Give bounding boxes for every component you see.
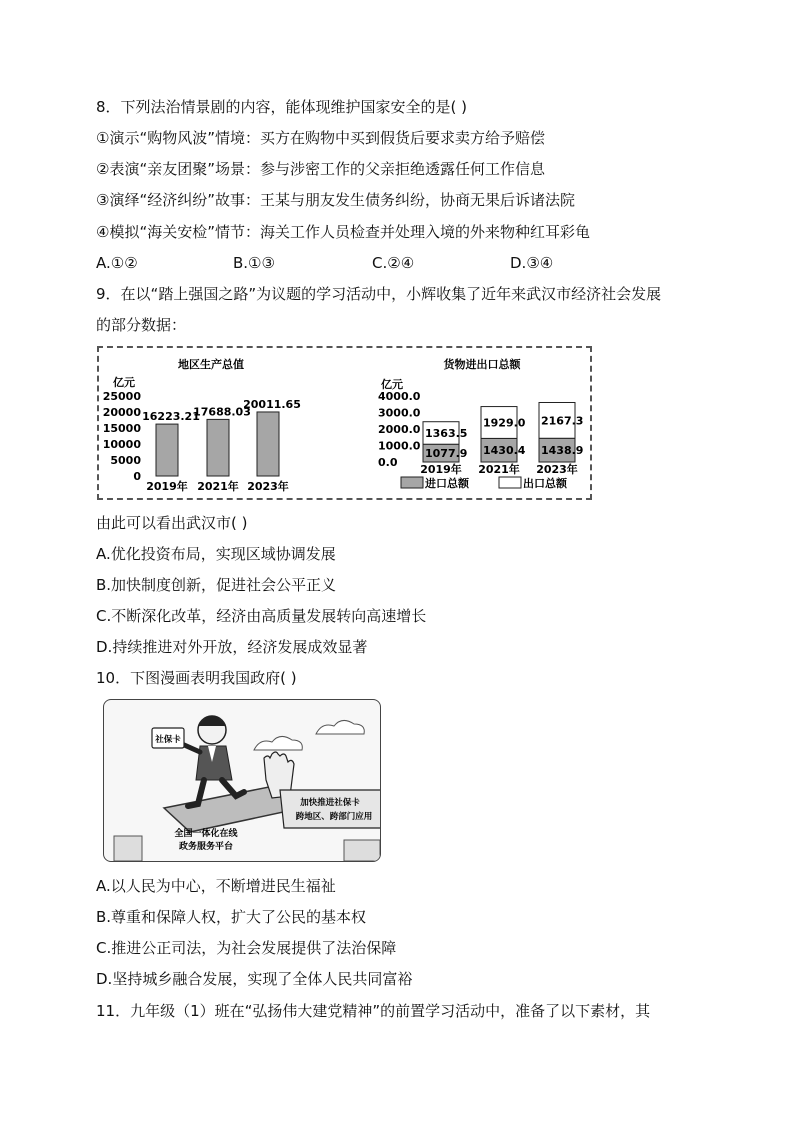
platform-label-line1: 全国一体化在线 (174, 829, 238, 839)
cloud-right (316, 720, 364, 734)
chart1-ytick: 25000 (102, 390, 141, 403)
chart1-title: 地区生产总值 (178, 358, 244, 371)
sign-board (280, 790, 380, 828)
q9-after: 由此可以看出武汉市( ) (96, 514, 248, 532)
legend-export-swatch (499, 477, 521, 488)
chart2-ytick: 1000.0 (378, 439, 421, 453)
chart2-export-label: 1363.5 (425, 426, 468, 440)
chart2-import-label: 1438.9 (541, 444, 584, 458)
charts-svg (99, 348, 590, 498)
q10-option-c[interactable]: C.推进公正司法，为社会发展提供了法治保障 (96, 939, 397, 957)
legend-import-swatch (401, 477, 423, 488)
chart2-ytick: 2000.0 (378, 423, 421, 436)
q8-item-2: ②表演“亲友团聚”场景：参与涉密工作的父亲拒绝透露任何工作信息 (96, 160, 545, 178)
chart1-bar (207, 419, 229, 476)
q8-option-c[interactable]: C.②④ (372, 254, 415, 272)
q8-option-a[interactable]: A.①② (96, 254, 138, 272)
building-left (114, 836, 142, 861)
chart2-category-label: 2023年 (536, 463, 578, 476)
platform-label-line2: 政务服务平台 (178, 842, 234, 852)
q8-item-4: ④模拟“海关安检”情节：海关工作人员检查并处理入境的外来物种红耳彩龟 (96, 223, 590, 241)
chart2-export-label: 1929.0 (483, 416, 526, 430)
chart2-ytick: 0.0 (378, 456, 398, 469)
legend-export-label: 出口总额 (523, 477, 567, 490)
q8-option-d[interactable]: D.③④ (510, 254, 554, 272)
chart1-ytick: 0 (133, 470, 141, 483)
chart2-export-label: 2167.3 (541, 414, 584, 428)
chart1-category-label: 2019年 (146, 480, 188, 493)
man-leg-right (222, 780, 244, 796)
chart2-import-label: 1077.9 (425, 447, 468, 461)
chart2-import-label: 1430.4 (483, 444, 526, 458)
legend-import-label: 进口总额 (425, 477, 469, 490)
q10-option-a[interactable]: A.以人民为中心，不断增进民生福祉 (96, 877, 336, 895)
chart1-ytick: 5000 (110, 454, 141, 467)
q11-stem: 11．九年级（1）班在“弘扬伟大建党精神”的前置学习活动中，准备了以下素材，其 (96, 1002, 651, 1020)
man-hair (198, 716, 226, 726)
chart2-ylabel: 亿元 (381, 378, 403, 391)
chart1-ytick: 15000 (102, 422, 141, 435)
sign-line1: 加快推进社保卡 (300, 798, 360, 808)
q9-option-c[interactable]: C.不断深化改革，经济由高质量发展转向高速增长 (96, 607, 427, 625)
q8-item-1: ①演示“购物风波”情境：买方在购物中买到假货后要求卖方给予赔偿 (96, 129, 545, 147)
chart1-value-label: 20011.65 (243, 397, 301, 411)
chart1-bar (156, 424, 178, 476)
q8-options (96, 253, 696, 273)
q10-option-d[interactable]: D.坚持城乡融合发展，实现了全体人民共同富裕 (96, 970, 413, 988)
q9-option-a[interactable]: A.优化投资布局，实现区域协调发展 (96, 545, 336, 563)
chart-frame (97, 346, 592, 500)
chart1-value-label: 16223.21 (142, 410, 200, 424)
q8-stem: 8．下列法治情景剧的内容，能体现维护国家安全的是( ) (96, 98, 468, 116)
chart2-title: 货物进出口总额 (443, 358, 521, 371)
q8-option-b[interactable]: B.①③ (233, 254, 275, 272)
chart1-category-label: 2023年 (247, 480, 289, 493)
building-right (344, 840, 380, 861)
q9-option-d[interactable]: D.持续推进对外开放，经济发展成效显著 (96, 638, 368, 656)
chart1-bar (257, 412, 279, 476)
chart1-value-label: 17688.03 (193, 405, 251, 419)
q9-option-b[interactable]: B.加快制度创新，促进社会公平正义 (96, 576, 337, 594)
comic-image (103, 699, 381, 862)
chart1-category-label: 2021年 (197, 480, 239, 493)
comic-drawing (104, 700, 380, 861)
chart2-ytick: 4000.0 (378, 390, 421, 403)
q9-stem-line1: 9．在以“踏上强国之路”为议题的学习活动中，小辉收集了近年来武汉市经济社会发展 (96, 285, 662, 303)
sign-line2: 跨地区、跨部门应用 (295, 812, 373, 822)
chart1-ylabel: 亿元 (113, 376, 135, 389)
chart1-ytick: 10000 (102, 438, 141, 451)
chart2-category-label: 2019年 (420, 463, 462, 476)
chart2-category-label: 2021年 (478, 463, 520, 476)
man-arm (182, 744, 200, 752)
q10-option-b[interactable]: B.尊重和保障人权，扩大了公民的基本权 (96, 908, 367, 926)
chart2-ytick: 3000.0 (378, 406, 421, 420)
cloud-left (254, 736, 302, 750)
q9-stem-line2: 的部分数据： (96, 316, 187, 334)
q10-stem: 10．下图漫画表明我国政府( ) (96, 669, 297, 687)
chart1-ytick: 20000 (102, 406, 141, 419)
q8-item-3: ③演绎“经济纠纷”故事：王某与朋友发生债务纠纷，协商无果后诉诸法院 (96, 191, 575, 209)
card-label: 社保卡 (155, 735, 181, 745)
